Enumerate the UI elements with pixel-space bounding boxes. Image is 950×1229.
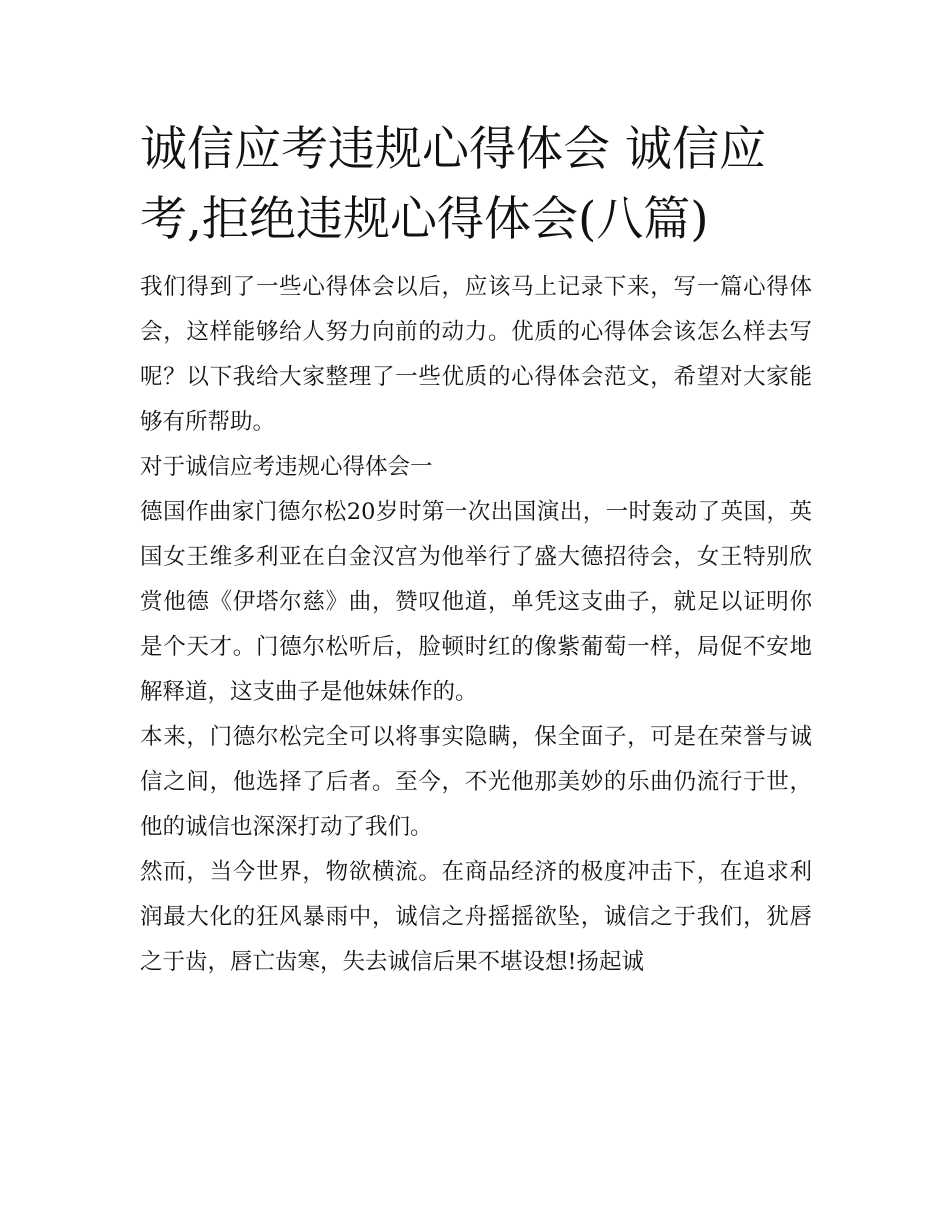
document-page [140, 115, 812, 985]
body-paragraph: 本来，门德尔松完全可以将事实隐瞒，保全面子，可是在荣誉与诚信之间，他选择了后者。至今，不光他那美妙的乐曲仍流行于世，他的诚信也深深打动了我们。 [140, 724, 812, 840]
section-heading: 对于诚信应考违规心得体会一 [140, 454, 433, 480]
body-paragraph: 然而，当今世界，物欲横流。在商品经济的极度冲击下，在追求利润最大化的狂风暴雨中，诚信之舟摇摇欲坠，诚信之于我们，犹唇之于齿，唇亡齿寒，失去诚信后果不堪设想!扬起诚 [140, 859, 812, 975]
document-title: 诚信应考违规心得体会 诚信应考,拒绝违规心得体会(八篇) [140, 122, 766, 247]
body-paragraph: 德国作曲家门德尔松20岁时第一次出国演出，一时轰动了英国，英国女王维多利亚在白金汉宫为他举行了盛大德招待会，女王特别欣赏他德《伊塔尔慈》曲，赞叹他道，单凭这支曲子，就足以证明你是个天才。门德尔松听后，脸顿时红的像紫葡萄一样，局促不安地解释道，这支曲子是他妹妹作的。 [140, 499, 812, 705]
intro-paragraph: 我们得到了一些心得体会以后，应该马上记录下来，写一篇心得体会，这样能够给人努力向前的动力。优质的心得体会该怎么样去写呢？以下我给大家整理了一些优质的心得体会范文，希望对大家能够有所帮助。 [140, 274, 812, 435]
